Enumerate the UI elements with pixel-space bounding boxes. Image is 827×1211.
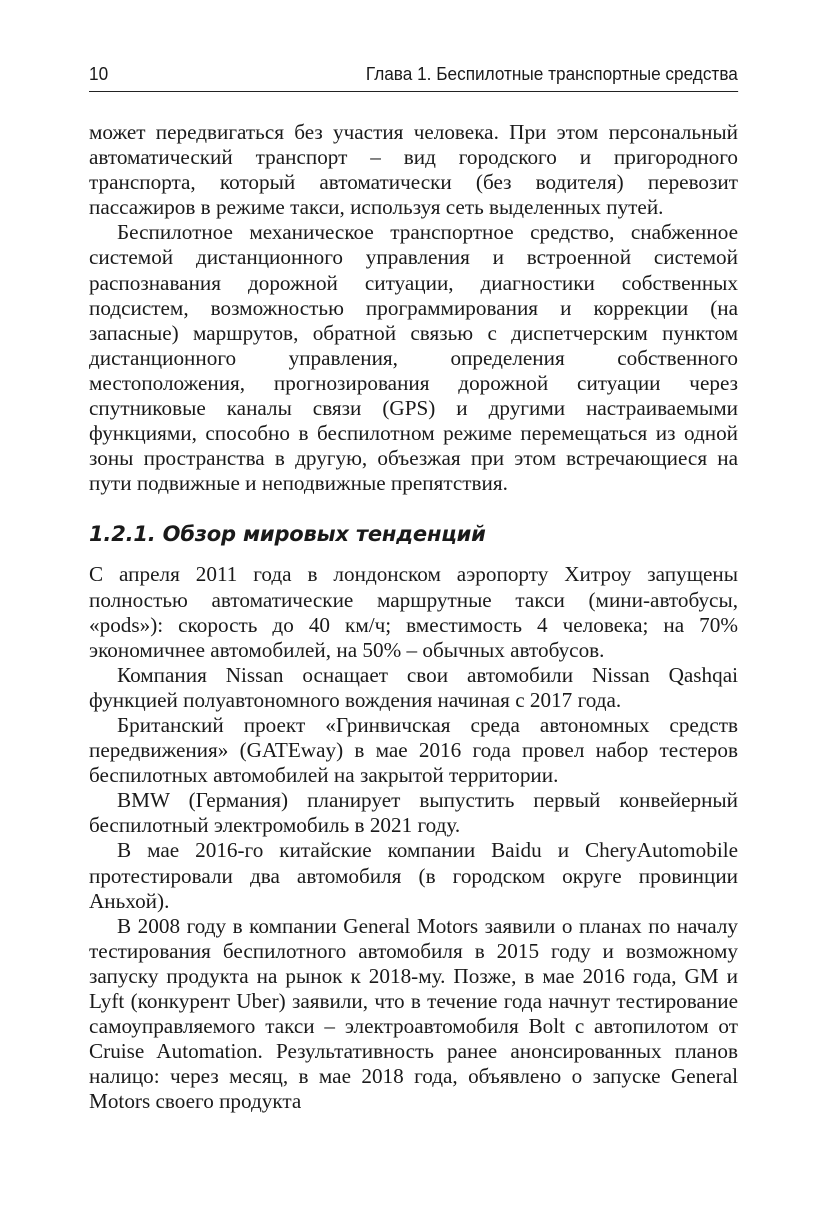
chapter-title: Глава 1. Беспилотные транспортные средства	[365, 63, 738, 84]
page-number: 10	[89, 63, 109, 84]
paragraph: Британский проект «Гринвичская среда автономных средств передвижения» (GATEway) в мае 2016 года провел набор тестеров беспилотных автомобилей на закрытой территории.	[89, 712, 738, 788]
book-page	[89, 62, 738, 1114]
paragraph: Компания Nissan оснащает свои автомобили Nissan Qashqai функцией полуавтономного вождения начиная с 2017 года.	[89, 662, 738, 712]
section-heading: 1.2.1. Обзор мировых тенденций	[89, 522, 486, 547]
paragraph: С апреля 2011 года в лондонском аэропорту Хитроу запущены полностью автоматические маршрутные такси (мини-автобусы, «pods»): скорость до 40 км/ч; вместимость 4 человека; на 70% экономичнее автомобилей, на 50% – обычных автобусов.	[89, 562, 738, 662]
body-text	[89, 120, 738, 1114]
paragraph: В мае 2016-го китайские компании Baidu и CheryAutomobile протестировали два автомобиля (в городском округе провинции Аньхой).	[89, 838, 738, 913]
running-header	[89, 62, 738, 92]
paragraph: В 2008 году в компании General Motors заявили о планах по началу тестирования беспилотного автомобиля в 2015 году и возможному запуску продукта на рынок к 2018-му. Позже, в мае 2016 года, GM и Lyft (конкурент Uber) заявили, что в течение года начнут тестирование самоуправляемого такси – электроавтомобиля Bolt с автопилотом от Cruise Automation. Результативность ранее анонсированных планов налицо: через месяц, в мае 2018 года, объявлено о запуске General Motors своего продукта	[89, 913, 738, 1114]
paragraph: может передвигаться без участия человека. При этом персональный автоматический транспорт – вид городского и пригородного транспорта, который автоматически (без водителя) перевозит пассажиров в режиме такси, используя сеть выделенных путей.	[89, 120, 738, 220]
paragraph: Беспилотное механическое транспортное средство, снабженное системой дистанционного управления и встроенной системой распознавания дорожной ситуации, диагностики собственных подсистем, возможностью программирования и коррекции (на запасные) маршрутов, обратной связью с диспетчерским пунктом дистанционного управления, определения собственного местоположения, прогнозирования дорожной ситуации через спутниковые каналы связи (GPS) и другими настраиваемыми функциями, способно в беспилотном режиме перемещаться из одной зоны пространства в другую, объезжая при этом встречающиеся на пути подвижные и неподвижные препятствия.	[89, 220, 738, 496]
paragraph: BMW (Германия) планирует выпустить первый конвейерный беспилотный электромобиль в 2021 году.	[89, 788, 738, 838]
